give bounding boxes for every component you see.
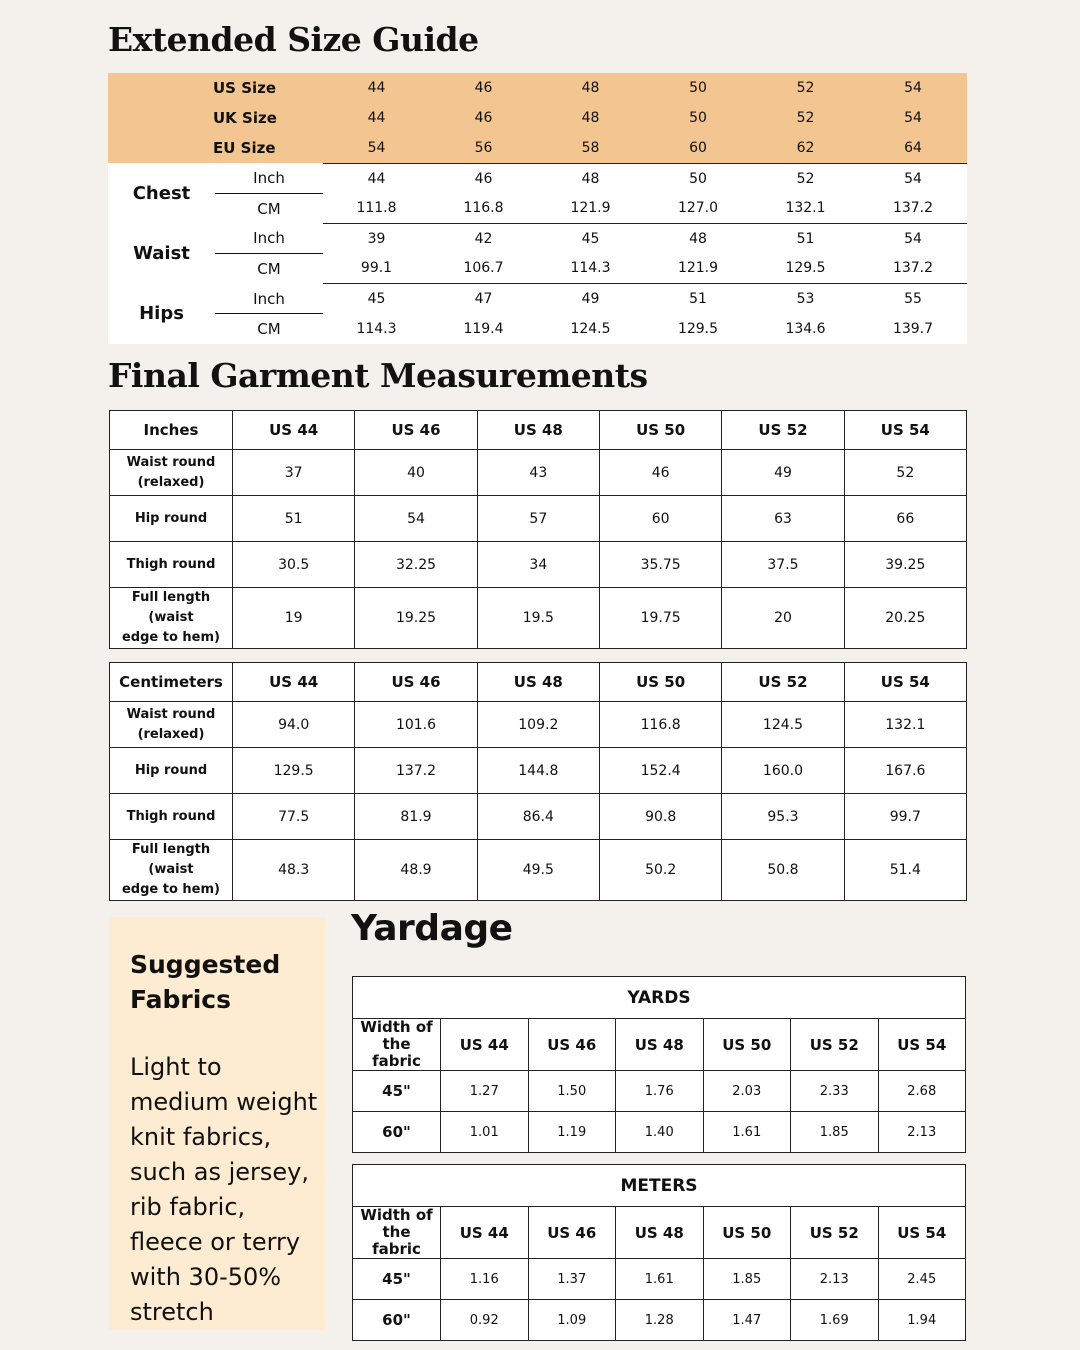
- garment-value: 132.1: [844, 702, 966, 748]
- suggested-fabrics-title: [130, 947, 320, 1017]
- garment-size-header: US 44: [233, 411, 355, 450]
- unit-label-cm: CM: [215, 314, 323, 344]
- size-guide-title: Extended Size Guide: [108, 20, 479, 59]
- fabric-width-label-line: Width of the: [360, 1018, 433, 1053]
- garment-size-header: US 48: [477, 411, 599, 450]
- yardage-meters-table: [352, 1164, 966, 1341]
- garment-value: 144.8: [477, 748, 599, 794]
- yardage-value: 2.45: [878, 1259, 966, 1300]
- garment-value: 50.2: [599, 840, 721, 901]
- yardage-value: 1.16: [441, 1259, 529, 1300]
- garment-value: 101.6: [355, 702, 477, 748]
- measurement-value: 121.9: [644, 254, 752, 284]
- garment-value: 137.2: [355, 748, 477, 794]
- garment-row: [110, 748, 967, 794]
- garment-value: 49: [722, 450, 844, 496]
- yardage-value: 1.28: [616, 1300, 704, 1341]
- yardage-unit-label: METERS: [353, 1165, 966, 1207]
- measurement-value: 137.2: [859, 254, 967, 284]
- yardage-row: [353, 1071, 966, 1112]
- size-value: 52: [752, 103, 859, 133]
- measurement-value: 134.6: [752, 314, 859, 344]
- garment-row-label-line: (relaxed): [137, 726, 205, 742]
- yardage-size-header: US 46: [528, 1019, 616, 1071]
- yardage-value: 0.92: [441, 1300, 529, 1341]
- garment-size-header: US 44: [233, 663, 355, 702]
- size-value: 54: [323, 133, 430, 163]
- measurement-value: 99.1: [323, 254, 430, 284]
- size-value: 56: [430, 133, 537, 163]
- size-system-label: EU Size: [108, 133, 323, 163]
- measurement-value: 129.5: [644, 314, 752, 344]
- garment-row-label-line: Hip round: [134, 510, 208, 526]
- size-value: 50: [644, 103, 752, 133]
- garment-value: 30.5: [233, 542, 355, 588]
- garment-row-label: [110, 794, 233, 840]
- garment-row-label: [110, 450, 233, 496]
- yardage-value: 1.61: [703, 1112, 791, 1153]
- yardage-unit-row: [353, 1165, 966, 1207]
- size-header-row: [108, 103, 967, 133]
- garment-value: 19: [233, 588, 355, 649]
- measurement-value: 114.3: [537, 254, 644, 284]
- measurement-value: 106.7: [430, 254, 537, 284]
- garment-value: 48.9: [355, 840, 477, 901]
- garment-value: 57: [477, 496, 599, 542]
- yardage-size-header: US 54: [878, 1019, 966, 1071]
- size-value: 54: [859, 103, 967, 133]
- garment-row: [110, 794, 967, 840]
- garment-row-label-line: Thigh round: [126, 808, 216, 824]
- yardage-value: 1.40: [616, 1112, 704, 1153]
- garment-value: 52: [844, 450, 966, 496]
- yardage-size-header: US 44: [441, 1019, 529, 1071]
- garment-value: 19.5: [477, 588, 599, 649]
- garment-row: [110, 450, 967, 496]
- garment-value: 19.75: [599, 588, 721, 649]
- yardage-size-header: US 44: [441, 1207, 529, 1259]
- size-system-label: UK Size: [108, 103, 323, 133]
- yardage-value: 1.85: [791, 1112, 879, 1153]
- measurement-value: 45: [537, 224, 644, 254]
- measurement-value: 139.7: [859, 314, 967, 344]
- garment-value: 60: [599, 496, 721, 542]
- measurement-value: 39: [323, 224, 430, 254]
- unit-label-cm: CM: [215, 193, 323, 223]
- size-value: 46: [430, 73, 537, 103]
- garment-value: 48.3: [233, 840, 355, 901]
- yardage-value: 1.27: [441, 1071, 529, 1112]
- measurement-inch-row: [108, 163, 967, 193]
- yardage-header-row: [353, 1019, 966, 1071]
- yardage-unit-row: [353, 977, 966, 1019]
- garment-size-header: US 50: [599, 411, 721, 450]
- size-value: 48: [537, 103, 644, 133]
- measurement-value: 55: [859, 284, 967, 314]
- garment-row-label-line: Full length (waist: [131, 842, 211, 877]
- measurement-name: Waist: [108, 224, 215, 284]
- yardage-value: 1.37: [528, 1259, 616, 1300]
- garment-value: 51: [233, 496, 355, 542]
- garment-value: 50.8: [722, 840, 844, 901]
- size-value: 44: [323, 73, 430, 103]
- garment-size-header: US 54: [844, 411, 966, 450]
- garment-row: [110, 588, 967, 649]
- garment-value: 54: [355, 496, 477, 542]
- measurement-value: 111.8: [323, 193, 430, 223]
- yardage-value: 2.13: [878, 1112, 966, 1153]
- garment-value: 99.7: [844, 794, 966, 840]
- yardage-value: 1.85: [703, 1259, 791, 1300]
- garment-row-label: [110, 542, 233, 588]
- measurement-value: 129.5: [752, 254, 859, 284]
- garment-value: 86.4: [477, 794, 599, 840]
- measurement-value: 50: [644, 163, 752, 193]
- measurement-value: 137.2: [859, 193, 967, 223]
- garment-value: 77.5: [233, 794, 355, 840]
- yardage-value: 1.19: [528, 1112, 616, 1153]
- size-header-row: [108, 133, 967, 163]
- yardage-size-header: US 48: [616, 1019, 704, 1071]
- size-value: 48: [537, 73, 644, 103]
- yardage-value: 1.76: [616, 1071, 704, 1112]
- garment-row-label: [110, 748, 233, 794]
- garment-size-header: US 46: [355, 411, 477, 450]
- measurement-value: 49: [537, 284, 644, 314]
- measurement-value: 53: [752, 284, 859, 314]
- garment-value: 37: [233, 450, 355, 496]
- garment-row-label-line: Hip round: [134, 762, 208, 778]
- size-value: 60: [644, 133, 752, 163]
- garment-value: 109.2: [477, 702, 599, 748]
- garment-row: [110, 840, 967, 901]
- yardage-size-header: US 54: [878, 1207, 966, 1259]
- garment-value: 35.75: [599, 542, 721, 588]
- garment-unit-header: Inches: [110, 411, 233, 450]
- measurement-value: 47: [430, 284, 537, 314]
- garment-size-header: US 52: [722, 411, 844, 450]
- suggested-fabrics-text: Light to medium weight knit fabrics, such as jersey, rib fabric, fleece or terry with 30-50% stretch: [130, 1053, 318, 1326]
- measurement-value: 119.4: [430, 314, 537, 344]
- garment-row-label-line: edge to hem): [121, 882, 220, 897]
- garment-value: 167.6: [844, 748, 966, 794]
- yardage-value: 2.13: [791, 1259, 879, 1300]
- yardage-value: 2.68: [878, 1071, 966, 1112]
- garment-header-row: [110, 663, 967, 702]
- garment-size-header: US 54: [844, 663, 966, 702]
- garment-value: 19.25: [355, 588, 477, 649]
- garment-row-label: [110, 496, 233, 542]
- yardage-size-header: US 52: [791, 1019, 879, 1071]
- garment-value: 160.0: [722, 748, 844, 794]
- yardage-size-header: US 48: [616, 1207, 704, 1259]
- size-value: 50: [644, 73, 752, 103]
- measurement-value: 42: [430, 224, 537, 254]
- measurement-name: Chest: [108, 163, 215, 223]
- measurement-inch-row: [108, 224, 967, 254]
- garment-row: [110, 542, 967, 588]
- garment-value: 90.8: [599, 794, 721, 840]
- measurement-value: 116.8: [430, 193, 537, 223]
- yardage-unit-label: YARDS: [353, 977, 966, 1019]
- size-value: 52: [752, 73, 859, 103]
- yardage-header-row: [353, 1207, 966, 1259]
- garment-header-row: [110, 411, 967, 450]
- yardage-size-header: US 50: [703, 1019, 791, 1071]
- fabric-width-label-line: Width of the: [360, 1206, 433, 1241]
- garment-value: 20: [722, 588, 844, 649]
- garment-value: 39.25: [844, 542, 966, 588]
- garment-value: 51.4: [844, 840, 966, 901]
- fabric-width-label-line: fabric: [372, 1240, 421, 1258]
- measurement-cm-row: [108, 193, 967, 223]
- measurement-value: 51: [752, 224, 859, 254]
- fabrics-title-line: Fabrics: [130, 985, 231, 1014]
- yardage-value: 2.33: [791, 1071, 879, 1112]
- fabric-width-value: 60": [353, 1300, 441, 1341]
- yardage-row: [353, 1300, 966, 1341]
- yardage-value: 1.09: [528, 1300, 616, 1341]
- fabric-width-value: 45": [353, 1071, 441, 1112]
- fabrics-title-line: Suggested: [130, 950, 281, 979]
- garment-inches-table: [109, 410, 967, 649]
- unit-label-inch: Inch: [215, 224, 323, 254]
- measurement-name: Hips: [108, 284, 215, 344]
- garment-unit-header: Centimeters: [110, 663, 233, 702]
- measurement-value: 45: [323, 284, 430, 314]
- size-value: 44: [323, 103, 430, 133]
- garment-value: 66: [844, 496, 966, 542]
- garment-row-label-line: Waist round: [126, 454, 216, 470]
- yardage-value: 2.03: [703, 1071, 791, 1112]
- garment-value: 34: [477, 542, 599, 588]
- garment-value: 95.3: [722, 794, 844, 840]
- measurement-value: 54: [859, 224, 967, 254]
- garment-row-label: [110, 840, 233, 901]
- garment-value: 49.5: [477, 840, 599, 901]
- measurement-value: 121.9: [537, 193, 644, 223]
- garment-value: 81.9: [355, 794, 477, 840]
- measurement-cm-row: [108, 314, 967, 344]
- yardage-row: [353, 1112, 966, 1153]
- yardage-size-header: US 50: [703, 1207, 791, 1259]
- garment-value: 46: [599, 450, 721, 496]
- unit-label-inch: Inch: [215, 163, 323, 193]
- yardage-value: 1.69: [791, 1300, 879, 1341]
- garment-row-label-line: Waist round: [126, 706, 216, 722]
- garment-size-header: US 48: [477, 663, 599, 702]
- garment-value: 32.25: [355, 542, 477, 588]
- garment-size-header: US 52: [722, 663, 844, 702]
- size-header-row: [108, 73, 967, 103]
- unit-label-cm: CM: [215, 254, 323, 284]
- fabric-width-label: [353, 1207, 441, 1259]
- measurement-value: 127.0: [644, 193, 752, 223]
- fabric-width-label: [353, 1019, 441, 1071]
- measurement-value: 54: [859, 163, 967, 193]
- measurement-value: 48: [537, 163, 644, 193]
- garment-centimeters-table: [109, 662, 967, 901]
- garment-value: 94.0: [233, 702, 355, 748]
- suggested-fabrics-panel: [109, 917, 325, 1330]
- garment-row: [110, 496, 967, 542]
- fabric-width-value: 45": [353, 1259, 441, 1300]
- yardage-value: 1.47: [703, 1300, 791, 1341]
- unit-label-inch: Inch: [215, 284, 323, 314]
- garment-value: 40: [355, 450, 477, 496]
- yardage-title: Yardage: [351, 908, 513, 949]
- garment-row-label-line: (relaxed): [137, 474, 205, 490]
- fabric-width-label-line: fabric: [372, 1052, 421, 1070]
- garment-value: 63: [722, 496, 844, 542]
- garment-row-label-line: Full length (waist: [131, 590, 211, 625]
- measurement-value: 48: [644, 224, 752, 254]
- yardage-value: 1.01: [441, 1112, 529, 1153]
- yardage-row: [353, 1259, 966, 1300]
- garment-row-label-line: edge to hem): [121, 630, 220, 645]
- yardage-size-header: US 52: [791, 1207, 879, 1259]
- size-system-label: US Size: [108, 73, 323, 103]
- measurement-cm-row: [108, 254, 967, 284]
- garment-row-label-line: Thigh round: [126, 556, 216, 572]
- yardage-value: 1.61: [616, 1259, 704, 1300]
- measurement-inch-row: [108, 284, 967, 314]
- garment-value: 37.5: [722, 542, 844, 588]
- garment-title: Final Garment Measurements: [108, 356, 648, 395]
- measurement-value: 51: [644, 284, 752, 314]
- garment-value: 20.25: [844, 588, 966, 649]
- measurement-value: 44: [323, 163, 430, 193]
- garment-value: 116.8: [599, 702, 721, 748]
- garment-value: 152.4: [599, 748, 721, 794]
- garment-size-header: US 46: [355, 663, 477, 702]
- size-value: 46: [430, 103, 537, 133]
- yardage-value: 1.94: [878, 1300, 966, 1341]
- garment-row: [110, 702, 967, 748]
- measurement-value: 132.1: [752, 193, 859, 223]
- garment-row-label: [110, 588, 233, 649]
- yardage-yards-table: [352, 976, 966, 1153]
- measurement-value: 124.5: [537, 314, 644, 344]
- garment-value: 124.5: [722, 702, 844, 748]
- measurement-value: 114.3: [323, 314, 430, 344]
- size-value: 64: [859, 133, 967, 163]
- measurement-value: 46: [430, 163, 537, 193]
- garment-size-header: US 50: [599, 663, 721, 702]
- size-value: 58: [537, 133, 644, 163]
- fabric-width-value: 60": [353, 1112, 441, 1153]
- yardage-size-header: US 46: [528, 1207, 616, 1259]
- garment-value: 129.5: [233, 748, 355, 794]
- measurement-value: 52: [752, 163, 859, 193]
- garment-row-label: [110, 702, 233, 748]
- size-guide-table: [108, 73, 967, 344]
- size-value: 54: [859, 73, 967, 103]
- yardage-value: 1.50: [528, 1071, 616, 1112]
- size-value: 62: [752, 133, 859, 163]
- garment-value: 43: [477, 450, 599, 496]
